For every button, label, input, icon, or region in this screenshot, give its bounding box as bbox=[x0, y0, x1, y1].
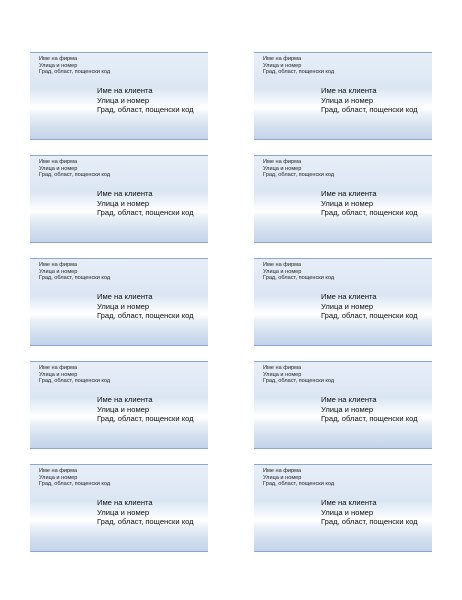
label-sheet bbox=[30, 52, 432, 552]
sender-company: Име на фирма bbox=[39, 56, 78, 62]
recipient-address bbox=[97, 189, 194, 218]
recipient-name: Име на клиента bbox=[97, 395, 153, 404]
sender-street: Улица и номер bbox=[263, 268, 302, 275]
recipient-street: Улица и номер bbox=[97, 404, 150, 414]
sender-company: Име на фирма bbox=[263, 468, 302, 474]
recipient-name: Име на клиента bbox=[97, 292, 153, 301]
recipient-address bbox=[97, 292, 194, 321]
sender-city: Град, област, пощенски код bbox=[39, 69, 111, 76]
recipient-name: Име на клиента bbox=[321, 498, 377, 507]
sender-street: Улица и номер bbox=[39, 268, 78, 275]
recipient-name: Име на клиента bbox=[97, 189, 153, 198]
shipping-label bbox=[254, 155, 432, 243]
recipient-street: Улица и номер bbox=[97, 507, 150, 517]
sender-street: Улица и номер bbox=[39, 62, 78, 69]
recipient-city: Град, област, пощенски код bbox=[321, 517, 418, 527]
sender-address bbox=[39, 56, 110, 76]
recipient-name: Име на клиента bbox=[321, 395, 377, 404]
recipient-name: Име на клиента bbox=[97, 498, 153, 507]
sender-city: Град, област, пощенски код bbox=[39, 172, 111, 179]
recipient-street: Улица и номер bbox=[321, 404, 374, 414]
shipping-label bbox=[30, 258, 208, 346]
sender-street: Улица и номер bbox=[39, 371, 78, 378]
shipping-label bbox=[30, 52, 208, 140]
sender-city: Град, област, пощенски код bbox=[39, 275, 111, 282]
recipient-city: Град, област, пощенски код bbox=[97, 311, 194, 321]
sender-address bbox=[263, 468, 334, 488]
sender-address bbox=[263, 262, 334, 282]
shipping-label bbox=[30, 464, 208, 552]
shipping-label bbox=[254, 464, 432, 552]
sender-company: Име на фирма bbox=[263, 159, 302, 165]
shipping-label bbox=[254, 361, 432, 449]
sender-street: Улица и номер bbox=[39, 165, 78, 172]
sender-address bbox=[263, 159, 334, 179]
sender-city: Град, област, пощенски код bbox=[263, 481, 335, 488]
sender-street: Улица и номер bbox=[39, 474, 78, 481]
recipient-address bbox=[321, 395, 418, 424]
sender-address bbox=[39, 468, 110, 488]
recipient-name: Име на клиента bbox=[321, 292, 377, 301]
sender-street: Улица и номер bbox=[263, 165, 302, 172]
recipient-city: Град, област, пощенски код bbox=[321, 208, 418, 218]
recipient-street: Улица и номер bbox=[97, 301, 150, 311]
recipient-address bbox=[321, 189, 418, 218]
sender-street: Улица и номер bbox=[263, 474, 302, 481]
recipient-city: Град, област, пощенски код bbox=[321, 311, 418, 321]
recipient-address bbox=[321, 292, 418, 321]
recipient-street: Улица и номер bbox=[97, 198, 150, 208]
recipient-street: Улица и номер bbox=[321, 198, 374, 208]
sender-address bbox=[263, 56, 334, 76]
recipient-address bbox=[321, 498, 418, 527]
recipient-name: Име на клиента bbox=[97, 86, 153, 95]
recipient-address bbox=[97, 498, 194, 527]
sender-company: Име на фирма bbox=[39, 159, 78, 165]
sender-company: Име на фирма bbox=[39, 468, 78, 474]
sender-city: Град, област, пощенски код bbox=[39, 481, 111, 488]
recipient-city: Град, област, пощенски код bbox=[97, 517, 194, 527]
recipient-street: Улица и номер bbox=[97, 95, 150, 105]
shipping-label bbox=[30, 155, 208, 243]
recipient-city: Град, област, пощенски код bbox=[97, 105, 194, 115]
recipient-street: Улица и номер bbox=[321, 95, 374, 105]
recipient-street: Улица и номер bbox=[321, 507, 374, 517]
sender-street: Улица и номер bbox=[263, 62, 302, 69]
sender-address bbox=[263, 365, 334, 385]
shipping-label bbox=[254, 258, 432, 346]
recipient-street: Улица и номер bbox=[321, 301, 374, 311]
sender-company: Име на фирма bbox=[263, 262, 302, 268]
sender-address bbox=[39, 159, 110, 179]
recipient-city: Град, област, пощенски код bbox=[97, 414, 194, 424]
shipping-label bbox=[30, 361, 208, 449]
recipient-address bbox=[97, 395, 194, 424]
sender-street: Улица и номер bbox=[263, 371, 302, 378]
sender-company: Име на фирма bbox=[39, 365, 78, 371]
recipient-name: Име на клиента bbox=[321, 189, 377, 198]
recipient-address bbox=[321, 86, 418, 115]
recipient-city: Град, област, пощенски код bbox=[97, 208, 194, 218]
recipient-city: Град, област, пощенски код bbox=[321, 414, 418, 424]
shipping-label bbox=[254, 52, 432, 140]
recipient-name: Име на клиента bbox=[321, 86, 377, 95]
sender-address bbox=[39, 262, 110, 282]
sender-city: Град, област, пощенски код bbox=[263, 275, 335, 282]
sender-company: Име на фирма bbox=[39, 262, 78, 268]
sender-company: Име на фирма bbox=[263, 56, 302, 62]
recipient-address bbox=[97, 86, 194, 115]
sender-address bbox=[39, 365, 110, 385]
sender-city: Град, област, пощенски код bbox=[263, 378, 335, 385]
sender-company: Име на фирма bbox=[263, 365, 302, 371]
sender-city: Град, област, пощенски код bbox=[263, 69, 335, 76]
sender-city: Град, област, пощенски код bbox=[263, 172, 335, 179]
recipient-city: Град, област, пощенски код bbox=[321, 105, 418, 115]
sender-city: Град, област, пощенски код bbox=[39, 378, 111, 385]
